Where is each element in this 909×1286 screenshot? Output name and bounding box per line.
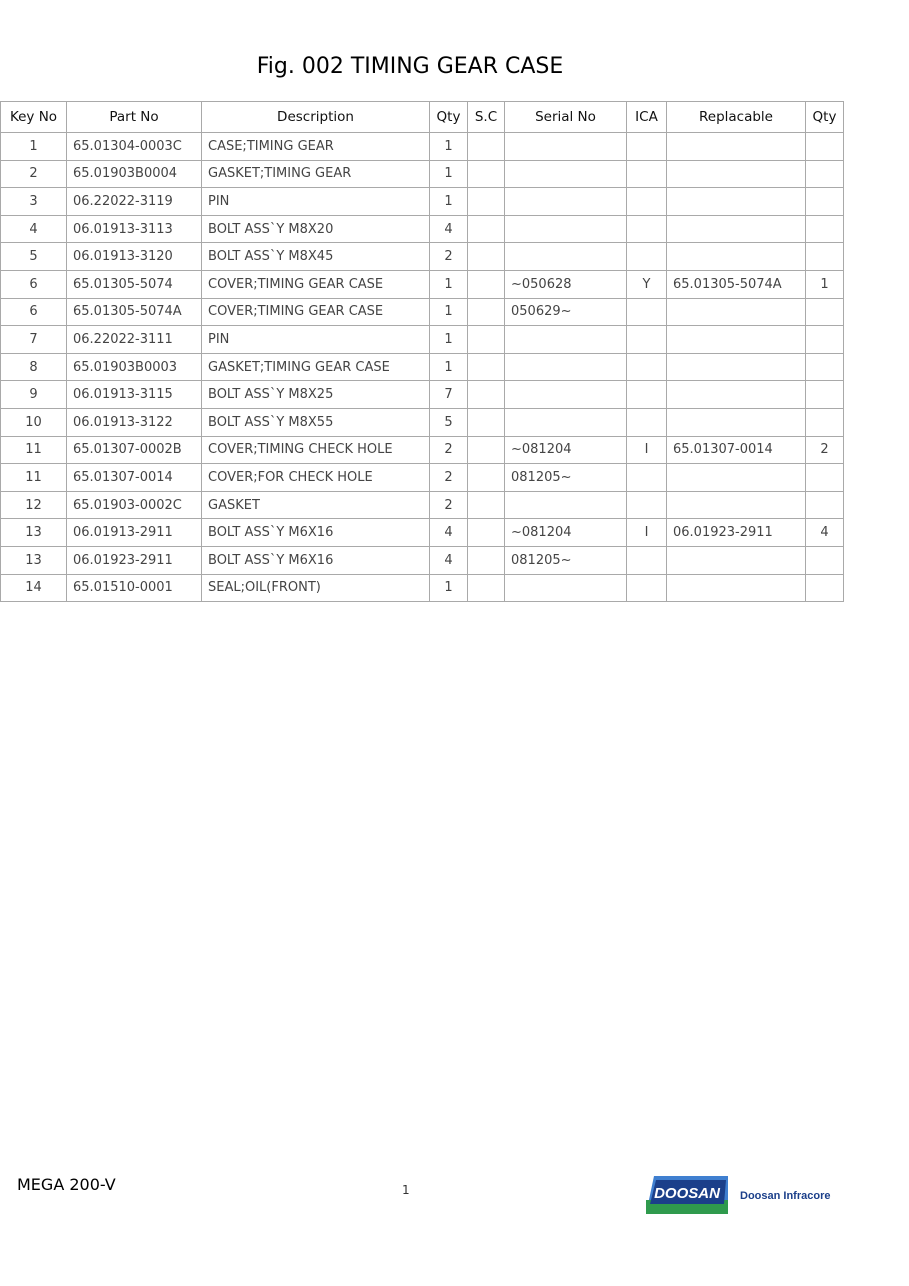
logo-wordmark: DOOSAN [654,1185,720,1202]
serial-no-cell [505,160,627,188]
key-no-cell: 4 [1,215,67,243]
qty-cell: 1 [430,353,468,381]
serial-no-cell [505,188,627,216]
sc-cell [468,408,505,436]
replacable-cell [667,188,806,216]
key-no-cell: 1 [1,133,67,161]
ica-cell [627,491,667,519]
description-cell: BOLT ASS`Y M6X16 [202,546,430,574]
table-row [1,298,844,326]
qty-cell: 4 [430,519,468,547]
sc-cell [468,381,505,409]
table-header-row [1,102,844,133]
part-no-cell: 65.01903B0003 [67,353,202,381]
key-no-cell: 13 [1,546,67,574]
part-no-cell: 06.22022-3111 [67,326,202,354]
replacable-qty-cell [806,353,844,381]
part-no-cell: 06.22022-3119 [67,188,202,216]
sc-cell [468,133,505,161]
ica-cell: I [627,519,667,547]
replacable-cell [667,546,806,574]
replacable-qty-cell [806,160,844,188]
column-header-key-no: Key No [1,102,67,133]
replacable-qty-cell [806,464,844,492]
description-cell: BOLT ASS`Y M8X55 [202,408,430,436]
key-no-cell: 14 [1,574,67,602]
ica-cell [627,381,667,409]
part-no-cell: 65.01307-0014 [67,464,202,492]
part-no-cell: 65.01903B0004 [67,160,202,188]
replacable-qty-cell [806,188,844,216]
replacable-qty-cell [806,326,844,354]
serial-no-cell: ~081204 [505,436,627,464]
replacable-qty-cell: 2 [806,436,844,464]
page-number: 1 [402,1183,410,1197]
serial-no-cell [505,408,627,436]
serial-no-cell: ~050628 [505,270,627,298]
qty-cell: 4 [430,546,468,574]
serial-no-cell [505,133,627,161]
ica-cell [627,215,667,243]
serial-no-cell [505,381,627,409]
qty-cell: 1 [430,574,468,602]
description-cell: PIN [202,188,430,216]
description-cell: BOLT ASS`Y M8X20 [202,215,430,243]
serial-no-cell [505,326,627,354]
qty-cell: 1 [430,298,468,326]
ica-cell [627,188,667,216]
serial-no-cell [505,353,627,381]
replacable-cell: 06.01923-2911 [667,519,806,547]
column-header-ica: ICA [627,102,667,133]
part-no-cell: 65.01305-5074A [67,298,202,326]
part-no-cell: 65.01903-0002C [67,491,202,519]
replacable-cell [667,574,806,602]
qty-cell: 4 [430,215,468,243]
table-row [1,491,844,519]
sc-cell [468,519,505,547]
replacable-qty-cell: 4 [806,519,844,547]
replacable-qty-cell [806,133,844,161]
table-row [1,546,844,574]
sc-cell [468,243,505,271]
sc-cell [468,546,505,574]
replacable-cell [667,353,806,381]
table-row [1,160,844,188]
ica-cell [627,160,667,188]
description-cell: BOLT ASS`Y M8X25 [202,381,430,409]
ica-cell [627,326,667,354]
part-no-cell: 06.01913-3113 [67,215,202,243]
serial-no-cell: 081205~ [505,464,627,492]
table-row [1,408,844,436]
table-row [1,215,844,243]
key-no-cell: 8 [1,353,67,381]
replacable-cell [667,133,806,161]
part-no-cell: 06.01913-3115 [67,381,202,409]
qty-cell: 1 [430,160,468,188]
replacable-cell: 65.01305-5074A [667,270,806,298]
description-cell: COVER;TIMING GEAR CASE [202,298,430,326]
serial-no-cell: 050629~ [505,298,627,326]
description-cell: PIN [202,326,430,354]
key-no-cell: 12 [1,491,67,519]
table-row [1,519,844,547]
table-row [1,326,844,354]
part-no-cell: 06.01923-2911 [67,546,202,574]
replacable-qty-cell [806,408,844,436]
description-cell: GASKET;TIMING GEAR CASE [202,353,430,381]
table-row [1,243,844,271]
replacable-qty-cell [806,574,844,602]
replacable-cell [667,160,806,188]
serial-no-cell [505,243,627,271]
column-header-replacable-qty: Qty [806,102,844,133]
serial-no-cell: ~081204 [505,519,627,547]
replacable-cell [667,491,806,519]
replacable-qty-cell [806,215,844,243]
description-cell: COVER;TIMING GEAR CASE [202,270,430,298]
replacable-qty-cell: 1 [806,270,844,298]
ica-cell: I [627,436,667,464]
table-row [1,188,844,216]
replacable-cell [667,464,806,492]
description-cell: CASE;TIMING GEAR [202,133,430,161]
column-header-serial-no: Serial No [505,102,627,133]
key-no-cell: 7 [1,326,67,354]
part-no-cell: 06.01913-3122 [67,408,202,436]
description-cell: SEAL;OIL(FRONT) [202,574,430,602]
replacable-qty-cell [806,546,844,574]
column-header-sc: S.C [468,102,505,133]
replacable-cell [667,298,806,326]
qty-cell: 2 [430,243,468,271]
sc-cell [468,436,505,464]
description-cell: GASKET;TIMING GEAR [202,160,430,188]
ica-cell [627,464,667,492]
sc-cell [468,298,505,326]
description-cell: BOLT ASS`Y M8X45 [202,243,430,271]
qty-cell: 1 [430,270,468,298]
part-no-cell: 06.01913-2911 [67,519,202,547]
ica-cell [627,574,667,602]
key-no-cell: 6 [1,270,67,298]
sc-cell [468,160,505,188]
key-no-cell: 11 [1,436,67,464]
sc-cell [468,464,505,492]
table-row [1,381,844,409]
doosan-logo [646,1176,728,1214]
key-no-cell: 6 [1,298,67,326]
sc-cell [468,326,505,354]
key-no-cell: 5 [1,243,67,271]
replacable-cell [667,243,806,271]
table-row [1,464,844,492]
serial-no-cell [505,491,627,519]
key-no-cell: 9 [1,381,67,409]
replacable-cell [667,215,806,243]
serial-no-cell [505,215,627,243]
ica-cell [627,133,667,161]
sc-cell [468,574,505,602]
ica-cell [627,353,667,381]
ica-cell [627,298,667,326]
table-row [1,574,844,602]
column-header-part-no: Part No [67,102,202,133]
replacable-cell [667,381,806,409]
ica-cell: Y [627,270,667,298]
table-row [1,133,844,161]
qty-cell: 2 [430,436,468,464]
replacable-qty-cell [806,243,844,271]
model-name: MEGA 200-V [17,1175,116,1194]
part-no-cell: 65.01510-0001 [67,574,202,602]
key-no-cell: 10 [1,408,67,436]
key-no-cell: 11 [1,464,67,492]
part-no-cell: 65.01307-0002B [67,436,202,464]
description-cell: COVER;TIMING CHECK HOLE [202,436,430,464]
qty-cell: 1 [430,326,468,354]
table-row [1,270,844,298]
ica-cell [627,546,667,574]
key-no-cell: 3 [1,188,67,216]
company-name: Doosan Infracore [740,1190,831,1202]
column-header-qty: Qty [430,102,468,133]
qty-cell: 2 [430,464,468,492]
ica-cell [627,243,667,271]
serial-no-cell: 081205~ [505,546,627,574]
qty-cell: 5 [430,408,468,436]
key-no-cell: 2 [1,160,67,188]
sc-cell [468,491,505,519]
replacable-cell [667,408,806,436]
table-row [1,436,844,464]
description-cell: GASKET [202,491,430,519]
replacable-qty-cell [806,298,844,326]
page-title: Fig. 002 TIMING GEAR CASE [256,54,564,79]
sc-cell [468,215,505,243]
replacable-qty-cell [806,381,844,409]
description-cell: BOLT ASS`Y M6X16 [202,519,430,547]
part-no-cell: 06.01913-3120 [67,243,202,271]
table-row [1,353,844,381]
sc-cell [468,353,505,381]
part-no-cell: 65.01304-0003C [67,133,202,161]
serial-no-cell [505,574,627,602]
sc-cell [468,188,505,216]
part-no-cell: 65.01305-5074 [67,270,202,298]
qty-cell: 2 [430,491,468,519]
ica-cell [627,408,667,436]
qty-cell: 1 [430,188,468,216]
replacable-cell [667,326,806,354]
qty-cell: 7 [430,381,468,409]
column-header-description: Description [202,102,430,133]
replacable-cell: 65.01307-0014 [667,436,806,464]
sc-cell [468,270,505,298]
parts-table [0,101,844,602]
description-cell: COVER;FOR CHECK HOLE [202,464,430,492]
column-header-replacable: Replacable [667,102,806,133]
key-no-cell: 13 [1,519,67,547]
qty-cell: 1 [430,133,468,161]
replacable-qty-cell [806,491,844,519]
